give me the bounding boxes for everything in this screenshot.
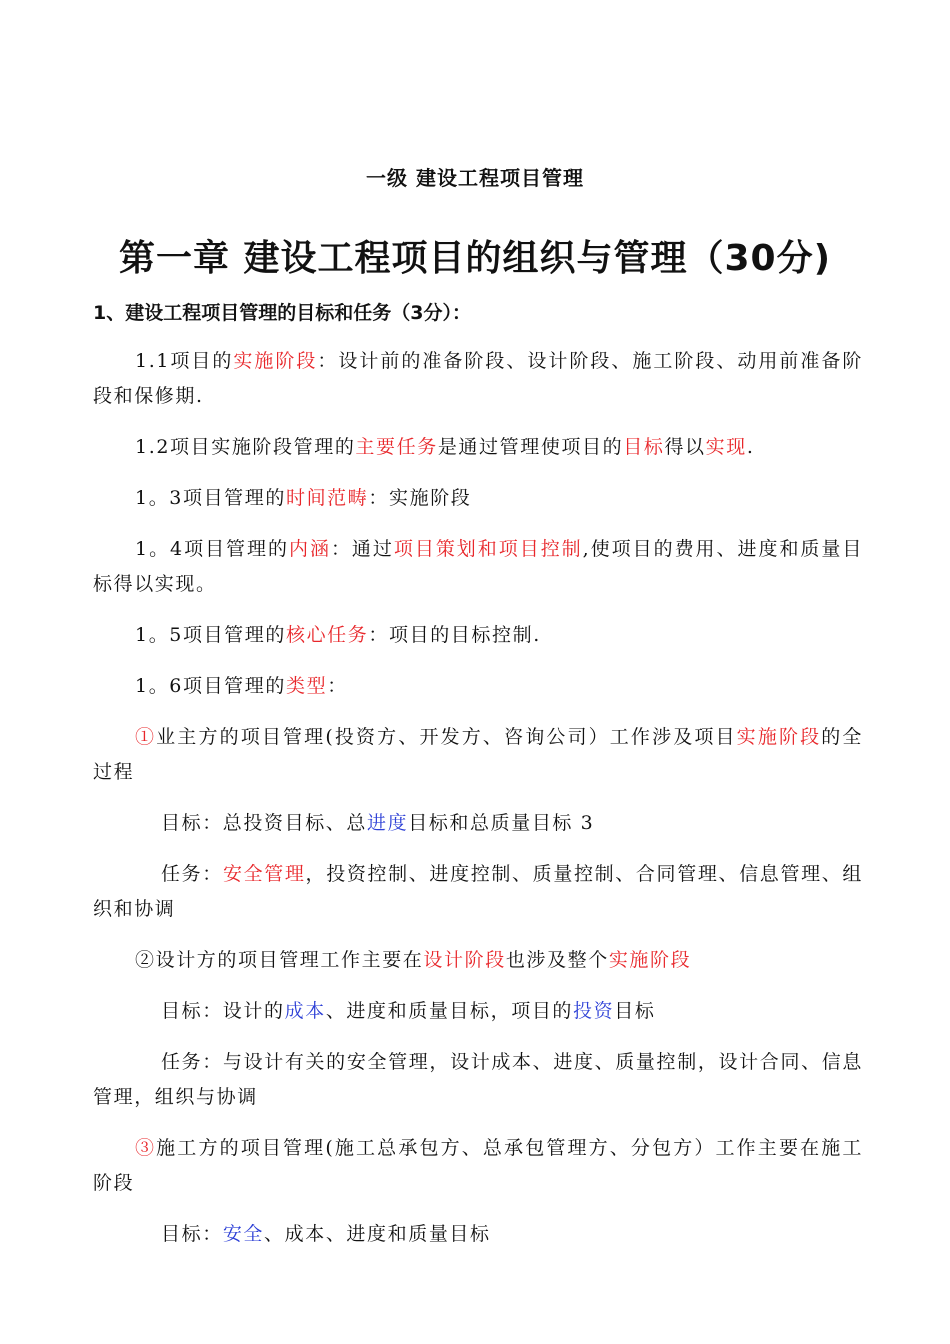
- text-run: 1.2项目实施阶段管理的: [135, 436, 356, 458]
- paragraph: [93, 1131, 863, 1201]
- text-run: 是通过管理使项目的: [437, 436, 624, 458]
- doc-subtitle: 一级 建设工程项目管理: [366, 166, 584, 190]
- text-run: 目标：: [161, 1223, 223, 1245]
- section-heading: 1、建设工程项目管理的目标和任务（3分）：: [93, 302, 471, 324]
- text-run: ：实施阶段: [368, 487, 472, 509]
- highlight-text: 主要任务: [355, 436, 438, 458]
- highlight-text: 进度: [367, 812, 409, 834]
- text-run: ：: [327, 675, 348, 697]
- highlight-text: 类型: [285, 675, 328, 697]
- text-run: 也涉及整个: [505, 949, 609, 971]
- highlight-text: 核心任务: [285, 624, 369, 646]
- highlight-text: 实现: [705, 436, 747, 458]
- paragraph: [93, 1045, 863, 1115]
- paragraph: [93, 857, 863, 927]
- paragraph: [93, 994, 863, 1029]
- highlight-text: 投资: [573, 1000, 615, 1022]
- paragraph: [93, 344, 863, 414]
- text-run: 1.1项目的: [135, 350, 234, 372]
- highlight-text: 内涵: [288, 538, 331, 560]
- text-run: 的全过程: [93, 726, 864, 783]
- text-run: 、成本、进度和质量目标: [264, 1223, 491, 1245]
- paragraph: [93, 720, 863, 790]
- text-run: ：设计前的准备阶段、设计阶段、施工阶段、动用前准备阶段和保修期.: [93, 350, 863, 407]
- paragraph: [93, 806, 863, 841]
- paragraph: [93, 481, 863, 516]
- text-run: .: [746, 436, 755, 458]
- paragraph: [93, 430, 863, 465]
- text-run: 施工方的项目管理(施工总承包方、总承包管理方、分包方）工作主要在施工阶段: [93, 1137, 863, 1194]
- paragraph: [93, 618, 863, 653]
- text-run: 任务：与设计有关的安全管理，设计成本、进度、质量控制，设计合同、信息管理，组织与协调: [93, 1051, 863, 1108]
- highlight-text: 安全管理: [222, 863, 306, 885]
- text-run: 1。6项目管理的: [135, 675, 286, 697]
- highlight-text: 目标: [623, 436, 665, 458]
- text-run: 目标和总质量目标 3: [408, 812, 595, 834]
- text-run: 得以: [664, 436, 706, 458]
- highlight-text: 实施阶段: [736, 726, 822, 748]
- highlight-text: 项目策划和项目控制: [393, 538, 583, 560]
- highlight-text: 成本: [284, 1000, 326, 1022]
- text-run: 业主方的项目管理(投资方、开发方、咨询公司）工作涉及项目: [156, 726, 737, 748]
- paragraph: [93, 1217, 863, 1252]
- text-run: 目标: [614, 1000, 656, 1022]
- highlight-text: 安全: [222, 1223, 265, 1245]
- highlight-text: ③: [135, 1137, 157, 1159]
- text-run: 任务：: [161, 863, 223, 885]
- text-run: 1。5项目管理的: [135, 624, 286, 646]
- paragraph: [93, 532, 863, 602]
- paragraph: [93, 669, 863, 704]
- paragraph: [93, 943, 863, 978]
- text-run: ②设计方的项目管理工作主要在: [135, 949, 424, 971]
- text-run: ：通过: [330, 538, 394, 560]
- text-run: 1。3项目管理的: [135, 487, 286, 509]
- text-run: ：项目的目标控制.: [368, 624, 541, 646]
- text-run: 1。4项目管理的: [135, 538, 289, 560]
- highlight-text: 时间范畴: [285, 487, 369, 509]
- text-run: 目标：总投资目标、总: [161, 812, 368, 834]
- text-run: ，投资控制、进度控制、质量控制、合同管理、信息管理、组织和协调: [93, 863, 863, 920]
- text-run: ,使项目的费用、进度和质量目标得以实现。: [93, 538, 863, 595]
- highlight-text: ①: [135, 726, 157, 748]
- highlight-text: 实施阶段: [233, 350, 318, 372]
- highlight-text: 实施阶段: [608, 949, 692, 971]
- text-run: 、进度和质量目标，项目的: [325, 1000, 574, 1022]
- highlight-text: 设计阶段: [423, 949, 506, 971]
- chapter-title: 第一章 建设工程项目的组织与管理（30分): [118, 238, 832, 279]
- text-run: 目标：设计的: [161, 1000, 285, 1022]
